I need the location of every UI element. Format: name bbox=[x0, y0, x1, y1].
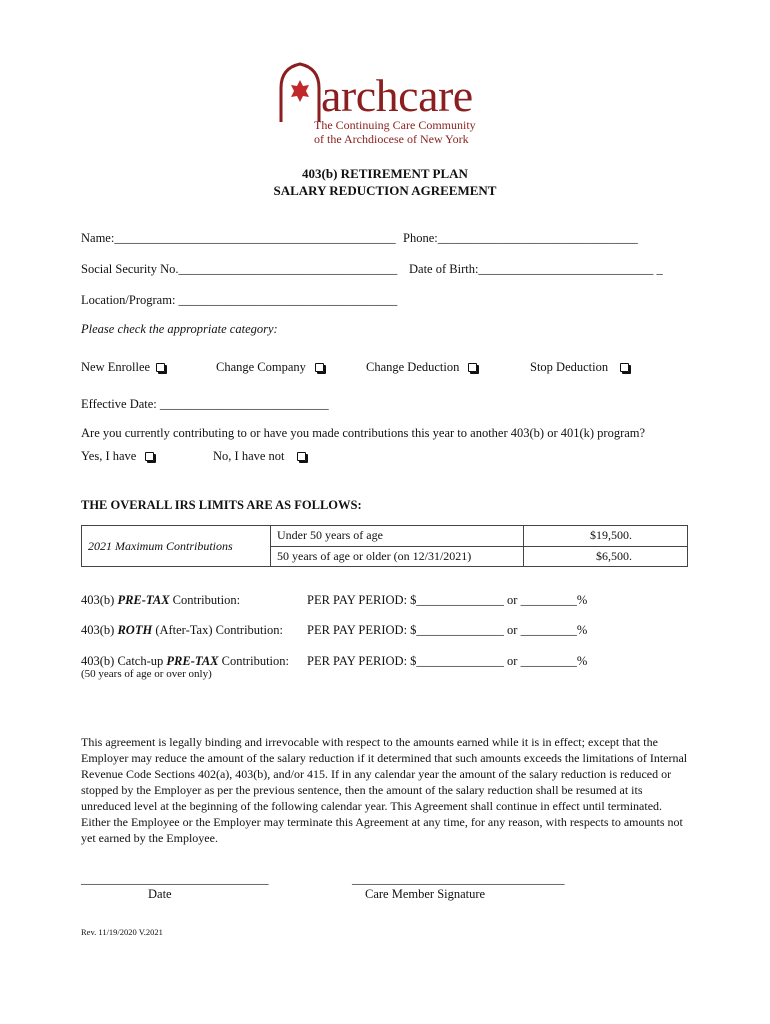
arch-cross-icon bbox=[278, 62, 322, 124]
category-change-deduction[interactable] bbox=[366, 360, 477, 375]
no-label: No, I have not bbox=[213, 449, 285, 463]
effective-date-field[interactable]: Effective Date: ___________________________ bbox=[81, 397, 329, 411]
member-signature-label: Care Member Signature bbox=[365, 887, 486, 901]
label-suffix: Contribution: bbox=[218, 654, 289, 668]
logo-tagline-1: The Continuing Care Community bbox=[314, 118, 476, 132]
label-prefix: 403(b) Catch-up bbox=[81, 654, 167, 668]
catchup-note: (50 years of age or over only) bbox=[81, 668, 212, 680]
limit-amount: $19,500. bbox=[524, 526, 688, 547]
logo-tagline-2: of the Archdiocese of New York bbox=[314, 132, 469, 146]
checkbox-icon[interactable] bbox=[468, 363, 477, 372]
logo-wordmark: archcare bbox=[321, 70, 473, 121]
form-title: 403(b) RETIREMENT PLAN bbox=[302, 166, 468, 181]
label-prefix: 403(b) bbox=[81, 623, 118, 637]
catchup-contribution-label bbox=[81, 654, 289, 669]
label-emphasis: ROTH bbox=[117, 623, 153, 637]
checkbox-icon[interactable] bbox=[297, 452, 306, 461]
dob-field[interactable]: Date of Birth:____________________________ _ bbox=[409, 262, 663, 276]
checkbox-icon[interactable] bbox=[315, 363, 324, 372]
agreement-paragraph: This agreement is legally binding and irrevocable with respect to the amounts earned while it is in effect; except that the Employer may reduce the amount of the salary reduction if it determined that such amounts exceeds the limitations of Internal Revenue Code Sections 402(a), 403(b), and/or 415. If in any calendar year the amount of the salary reduction is reduced or stopped by the Employer as per the previous sentence, then the amount of the salary reduction shall be resumed at its unreduced level at the beginning of the following calendar year. This Agreement shall continue in effect until terminated. Either the Employee or the Employer may terminate this Agreement at any time, for any reason, with respects to amounts not yet earned by the Employee. bbox=[81, 735, 688, 845]
archcare-logo bbox=[276, 60, 486, 150]
checkbox-icon[interactable] bbox=[620, 363, 629, 372]
new-enrollee-label: New Enrollee bbox=[81, 360, 151, 374]
limits-heading: THE OVERALL IRS LIMITS ARE AS FOLLOWS: bbox=[81, 498, 362, 512]
stop-deduction-label: Stop Deduction bbox=[530, 360, 609, 374]
phone-field[interactable]: Phone:________________________________ bbox=[403, 231, 638, 245]
date-label: Date bbox=[148, 887, 172, 901]
limit-desc: 50 years of age or older (on 12/31/2021) bbox=[271, 546, 524, 567]
label-emphasis: PRE-TAX bbox=[166, 654, 219, 668]
location-field[interactable]: Location/Program: ___________________________________ bbox=[81, 293, 398, 307]
category-change-company[interactable] bbox=[216, 360, 324, 375]
roth-per-pay-period-field[interactable]: PER PAY PERIOD: $______________ or _________% bbox=[307, 623, 588, 637]
date-signature-line[interactable]: ______________________________ bbox=[81, 872, 269, 886]
label-suffix: Contribution: bbox=[169, 593, 241, 607]
checkbox-icon[interactable] bbox=[145, 452, 154, 461]
answer-yes[interactable] bbox=[81, 449, 154, 464]
catchup-per-pay-period-field[interactable]: PER PAY PERIOD: $______________ or _________% bbox=[307, 654, 588, 668]
label-prefix: 403(b) bbox=[81, 593, 118, 607]
revision-note: Rev. 11/19/2020 V.2021 bbox=[81, 927, 163, 937]
contribution-question: Are you currently contributing to or have you made contributions this year to another 403(b) or 401(k) program? bbox=[81, 426, 646, 440]
yes-label: Yes, I have bbox=[81, 449, 137, 463]
category-prompt: Please check the appropriate category: bbox=[81, 322, 278, 336]
category-stop-deduction[interactable] bbox=[530, 360, 629, 375]
answer-no[interactable] bbox=[213, 449, 306, 464]
category-new-enrollee[interactable] bbox=[81, 360, 165, 375]
pretax-contribution-label bbox=[81, 593, 240, 608]
label-emphasis: PRE-TAX bbox=[117, 593, 170, 607]
table-row bbox=[82, 526, 688, 547]
checkbox-icon[interactable] bbox=[156, 363, 165, 372]
name-field[interactable]: Name:_____________________________________________ bbox=[81, 231, 396, 245]
irs-limits-table bbox=[81, 525, 688, 567]
limit-amount: $6,500. bbox=[524, 546, 688, 567]
form-subtitle: SALARY REDUCTION AGREEMENT bbox=[273, 183, 497, 198]
limit-desc: Under 50 years of age bbox=[271, 526, 524, 547]
pretax-per-pay-period-field[interactable]: PER PAY PERIOD: $______________ or _________% bbox=[307, 593, 588, 607]
roth-contribution-label bbox=[81, 623, 283, 638]
change-company-label: Change Company bbox=[216, 360, 306, 374]
member-signature-line[interactable]: __________________________________ bbox=[352, 872, 565, 886]
label-suffix: (After-Tax) Contribution: bbox=[152, 623, 283, 637]
limits-label: 2021 Maximum Contributions bbox=[82, 526, 271, 567]
ssn-field[interactable]: Social Security No.___________________________________ bbox=[81, 262, 398, 276]
change-deduction-label: Change Deduction bbox=[366, 360, 460, 374]
